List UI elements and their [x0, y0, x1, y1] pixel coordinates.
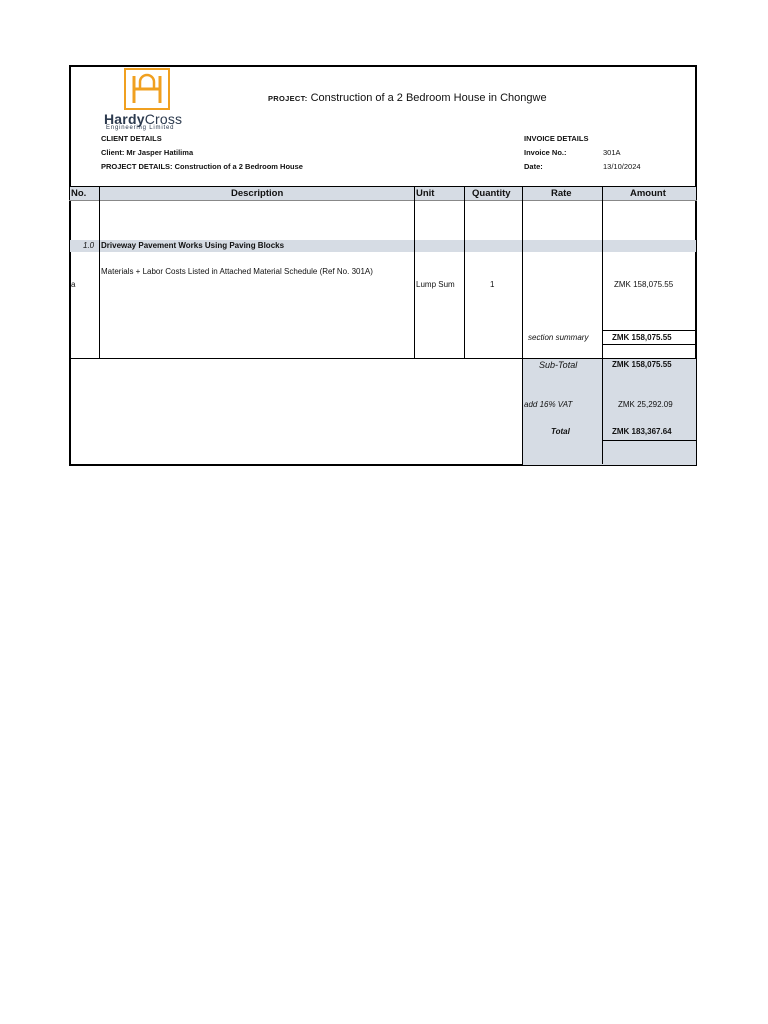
totals-fill	[523, 359, 696, 465]
invoice-number-value: 301A	[603, 148, 621, 157]
total-label: Total	[551, 427, 570, 436]
project-title: PROJECT: Construction of a 2 Bedroom House in Chongwe	[268, 92, 547, 104]
vat-value: ZMK 25,292.09	[618, 400, 673, 409]
item-description: Materials + Labor Costs Listed in Attached Material Schedule (Ref No. 301A)	[101, 267, 373, 276]
section-summary-label: section summary	[528, 333, 589, 342]
col-header-description: Description	[231, 188, 284, 199]
col-sep-qty	[522, 186, 523, 464]
item-quantity: 1	[490, 280, 495, 289]
invoice-date-label: Date:	[524, 162, 543, 171]
summary-box-bottom	[603, 344, 697, 345]
section-summary-value: ZMK 158,075.55	[612, 333, 672, 342]
subtotal-value: ZMK 158,075.55	[612, 360, 672, 369]
col-header-amount: Amount	[630, 188, 666, 199]
item-amount: ZMK 158,075.55	[614, 280, 674, 289]
invoice-details-heading: INVOICE DETAILS	[524, 134, 589, 143]
subtotal-label: Sub-Total	[539, 360, 578, 370]
col-sep-no	[99, 186, 100, 358]
col-header-rate: Rate	[551, 188, 572, 199]
col-header-quantity: Quantity	[472, 188, 511, 199]
col-sep-desc	[414, 186, 415, 358]
total-value: ZMK 183,367.64	[612, 427, 672, 436]
col-header-unit: Unit	[416, 188, 435, 199]
col-sep-rate	[602, 186, 603, 464]
col-header-no: No.	[71, 188, 87, 199]
brand-subtitle: Engineering Limited	[106, 125, 175, 131]
item-number: a	[71, 280, 76, 289]
hardycross-logo-icon	[124, 68, 170, 110]
brand-name: HardyCross	[104, 111, 183, 127]
item-unit: Lump Sum	[416, 280, 455, 289]
total-box-line	[603, 440, 697, 441]
client-name: Client: Mr Jasper Hatilima	[101, 148, 194, 157]
project-details: PROJECT DETAILS: Construction of a 2 Bedroom House	[101, 162, 303, 171]
col-sep-unit	[464, 186, 465, 358]
client-details-heading: CLIENT DETAILS	[101, 134, 162, 143]
summary-box-top	[603, 330, 697, 331]
section-title: Driveway Pavement Works Using Paving Blocks	[101, 241, 285, 250]
section-number: 1.0	[83, 241, 95, 250]
invoice-date-value: 13/10/2024	[603, 162, 641, 171]
invoice-number-label: Invoice No.:	[524, 148, 567, 157]
vat-label: add 16% VAT	[524, 400, 573, 409]
